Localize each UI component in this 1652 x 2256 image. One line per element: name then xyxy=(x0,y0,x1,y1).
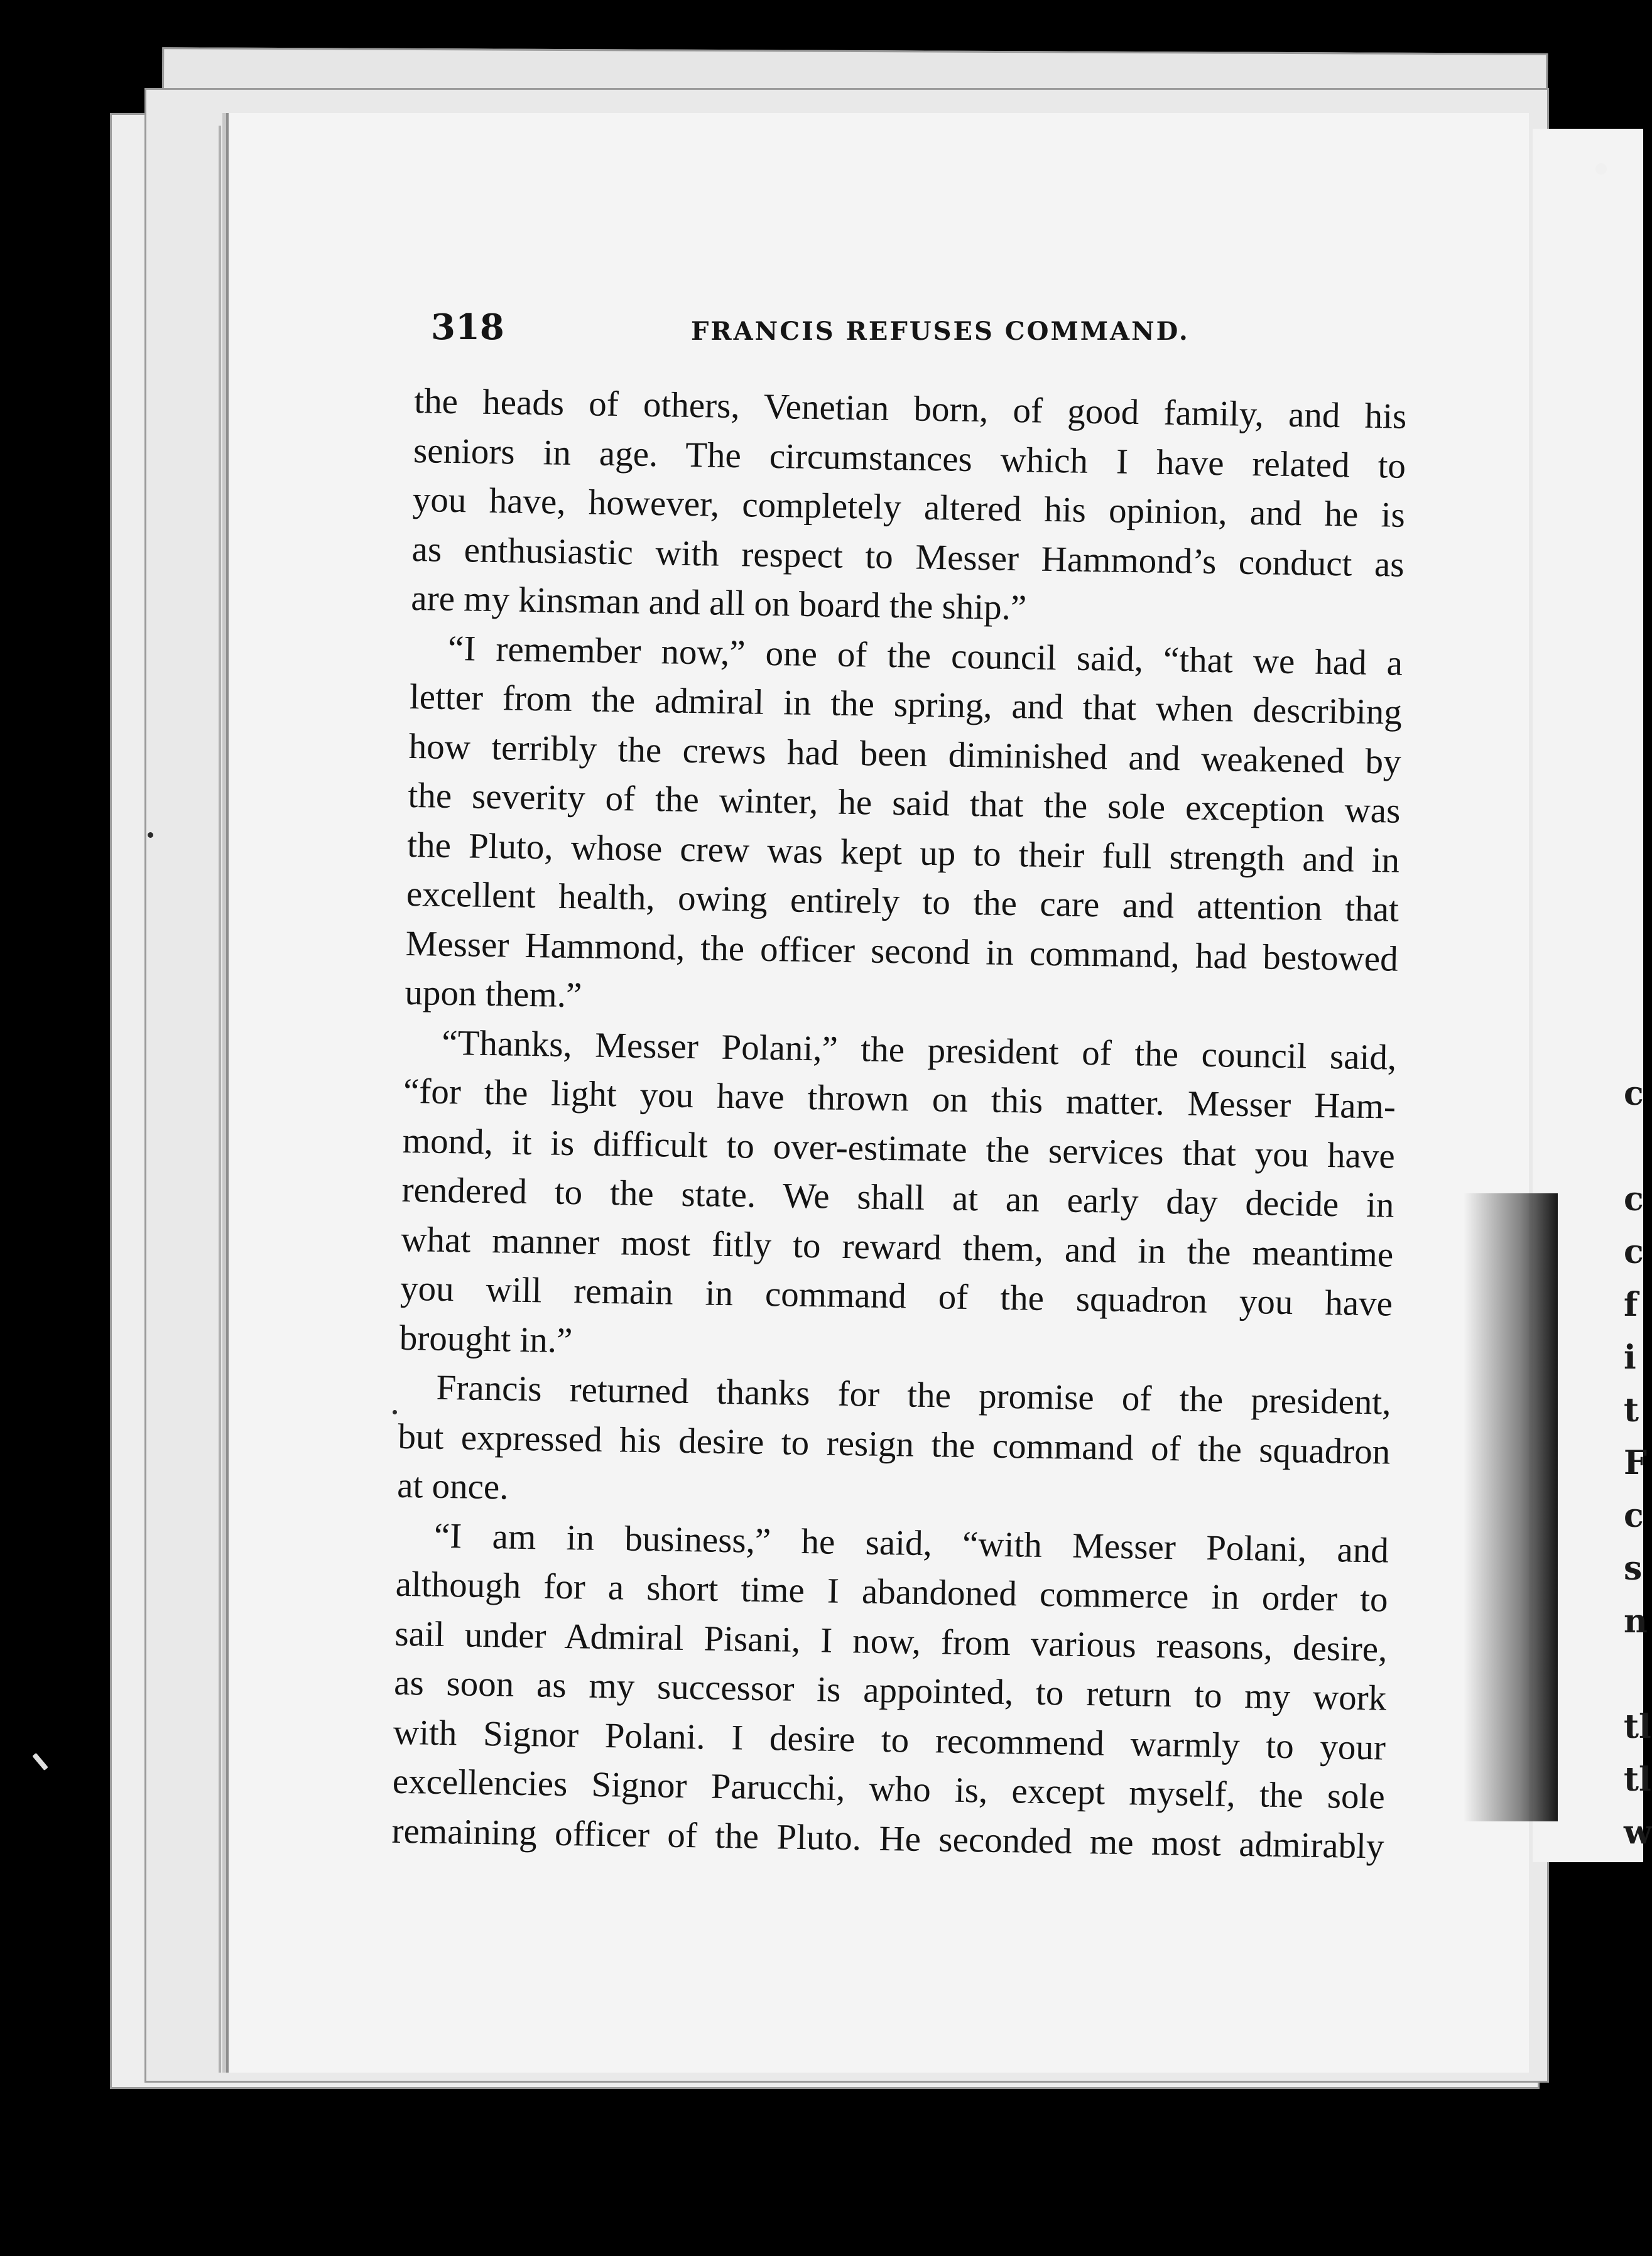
facing-letter: tl xyxy=(1624,1708,1651,1746)
text-line: are my kinsman and all on board the ship.” xyxy=(410,578,1027,628)
facing-letter: i xyxy=(1624,1338,1636,1377)
facing-letter: f xyxy=(1624,1286,1638,1324)
facing-letter: n xyxy=(1624,1602,1648,1640)
text-line: the Pluto, whose crew was kept up to their full strength and in xyxy=(406,825,1400,881)
text-line: rendered to the state. We shall at an early day decide in xyxy=(401,1169,1394,1225)
facing-letter: w xyxy=(1624,1813,1652,1852)
text-line: excellent health, owing entirely to the care and attention that xyxy=(406,874,1399,930)
text-line: you have, however, completely altered his opinion, and he is xyxy=(412,479,1406,535)
text-line: how terribly the crews had been diminished and weakened by xyxy=(408,726,1402,782)
text-line: “for the light you have thrown on this matter. Messer Ham- xyxy=(403,1071,1396,1127)
running-head: FRANCIS REFUSES COMMAND. xyxy=(691,317,1190,346)
facing-letter: tl xyxy=(1624,1760,1651,1799)
text-line: you will remain in command of the squadron you have xyxy=(399,1268,1393,1324)
facing-letter: c xyxy=(1624,1497,1644,1535)
text-line: “I remember now,” one of the council said, “that we had a xyxy=(447,628,1403,683)
text-line: Francis returned thanks for the promise of the president, xyxy=(436,1367,1392,1423)
text-line: what manner most fitly to reward them, and in the meantime xyxy=(400,1219,1394,1275)
text-line: remaining officer of the Pluto. He seconded me most admirably xyxy=(391,1811,1384,1867)
scan-speck xyxy=(148,832,153,838)
torn-edge-shadow xyxy=(1464,1193,1558,1821)
text-line: mond, it is difficult to over-estimate the services that you have xyxy=(402,1120,1396,1176)
text-line: as soon as my successor is appointed, to return to my work xyxy=(393,1662,1387,1718)
text-line: “Thanks, Messer Polani,” the president of the council said, xyxy=(441,1022,1397,1078)
facing-letter: s xyxy=(1624,1549,1643,1588)
text-line: sail under Admiral Pisani, I now, from various reasons, desire, xyxy=(394,1613,1388,1669)
text-line: although for a short time I abandoned commerce in order to xyxy=(395,1564,1389,1620)
text-line: letter from the admiral in the spring, and that when describing xyxy=(409,676,1403,732)
text-line: Messer Hammond, the officer second in command, had bestowed xyxy=(405,923,1399,979)
page-body-text xyxy=(391,377,1407,1872)
facing-letter: t xyxy=(1624,1391,1639,1429)
facing-page-letters xyxy=(1624,1068,1652,1859)
text-line: excellencies Signor Parucchi, who is, except myself, the sole xyxy=(392,1761,1386,1817)
text-line: the severity of the winter, he said that the sole exception was xyxy=(408,775,1401,831)
facing-letter: F xyxy=(1624,1444,1647,1482)
page-number: 318 xyxy=(431,306,504,348)
facing-letter xyxy=(1624,1648,1649,1701)
scan-speck xyxy=(32,1753,48,1771)
text-line: at once. xyxy=(396,1465,509,1507)
text-line: upon them.” xyxy=(405,972,582,1016)
text-line: with Signor Polani. I desire to recommend warmly to your xyxy=(393,1712,1386,1768)
facing-letter xyxy=(1624,1120,1649,1173)
facing-letter: c xyxy=(1624,1180,1644,1218)
text-line: brought in.” xyxy=(399,1318,573,1360)
text-line: as enthusiastic with respect to Messer Hammond’s conduct as xyxy=(411,529,1405,585)
facing-letter: c xyxy=(1624,1233,1644,1271)
facing-letter: c xyxy=(1624,1075,1644,1113)
page-edge-rule xyxy=(219,126,221,2073)
text-line: but expressed his desire to resign the command of the squadron xyxy=(398,1416,1391,1472)
text-line: seniors in age. The circumstances which I have related to xyxy=(413,430,1406,486)
scan-speck xyxy=(393,1410,397,1414)
text-line: “I am in business,” he said, “with Messer Polani, and xyxy=(433,1516,1389,1571)
scan-speck xyxy=(1595,163,1607,175)
text-line: the heads of others, Venetian born, of good family, and his xyxy=(413,381,1407,437)
